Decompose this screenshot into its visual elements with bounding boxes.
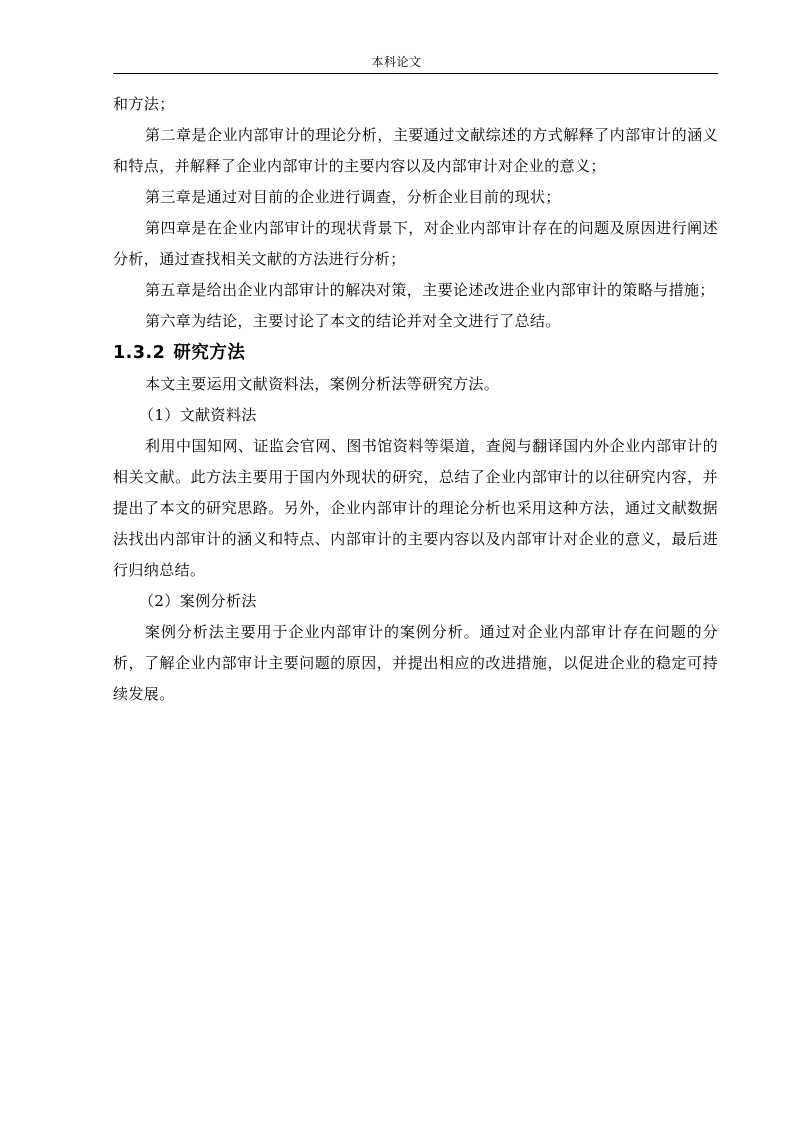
paragraph-chapter-2: 第二章是企业内部审计的理论分析，主要通过文献综述的方式解释了内部审计的涵义和特点，并解释了企业内部审计的主要内容以及内部审计对企业的意义； (113, 126, 718, 175)
section-title: 研究方法 (173, 343, 246, 363)
paragraph-continuation: 和方法； (113, 95, 175, 113)
header-rule (113, 73, 718, 74)
paragraph-case-method: 案例分析法主要用于企业内部审计的案例分析。通过对企业内部审计存在问题的分析，了解企业内部审计主要问题的原因，并提出相应的改进措施，以促进企业的稳定可持续发展。 (113, 623, 718, 703)
section-number: 1.3.2 (113, 343, 166, 363)
paragraph-chapter-4: 第四章是在企业内部审计的现状背景下，对企业内部审计存在的问题及原因进行阐述分析，通过查找相关文献的方法进行分析； (113, 219, 718, 268)
section-heading (113, 338, 718, 369)
paragraph-chapter-5: 第五章是给出企业内部审计的解决对策，主要论述改进企业内部审计的策略与措施； (145, 281, 715, 299)
paragraph-chapter-6: 第六章为结论，主要讨论了本文的结论并对全文进行了总结。 (145, 312, 561, 330)
paragraph-chapter-3: 第三章是通过对目前的企业进行调查，分析企业目前的现状； (145, 188, 561, 206)
paragraph-methods-intro: 本文主要运用文献资料法，案例分析法等研究方法。 (145, 375, 500, 393)
subheading-literature-method: （1）文献资料法 (139, 406, 257, 424)
paragraph-literature-method: 利用中国知网、证监会官网、图书馆资料等渠道，查阅与翻译国内外企业内部审计的相关文献。此方法主要用于国内外现状的研究，总结了企业内部审计的以往研究内容，并提出了本文的研究思路。另外，企业内部审计的理论分析也采用这种方法，通过文献数据法找出内部审计的涵义和特点、内部审计的主要内容以及内部审计对企业的意义，最后进行归纳总结。 (113, 437, 718, 579)
running-header-title: 本科论文 (371, 55, 422, 69)
subheading-case-method: （2）案例分析法 (139, 592, 257, 610)
body-text (113, 89, 718, 710)
